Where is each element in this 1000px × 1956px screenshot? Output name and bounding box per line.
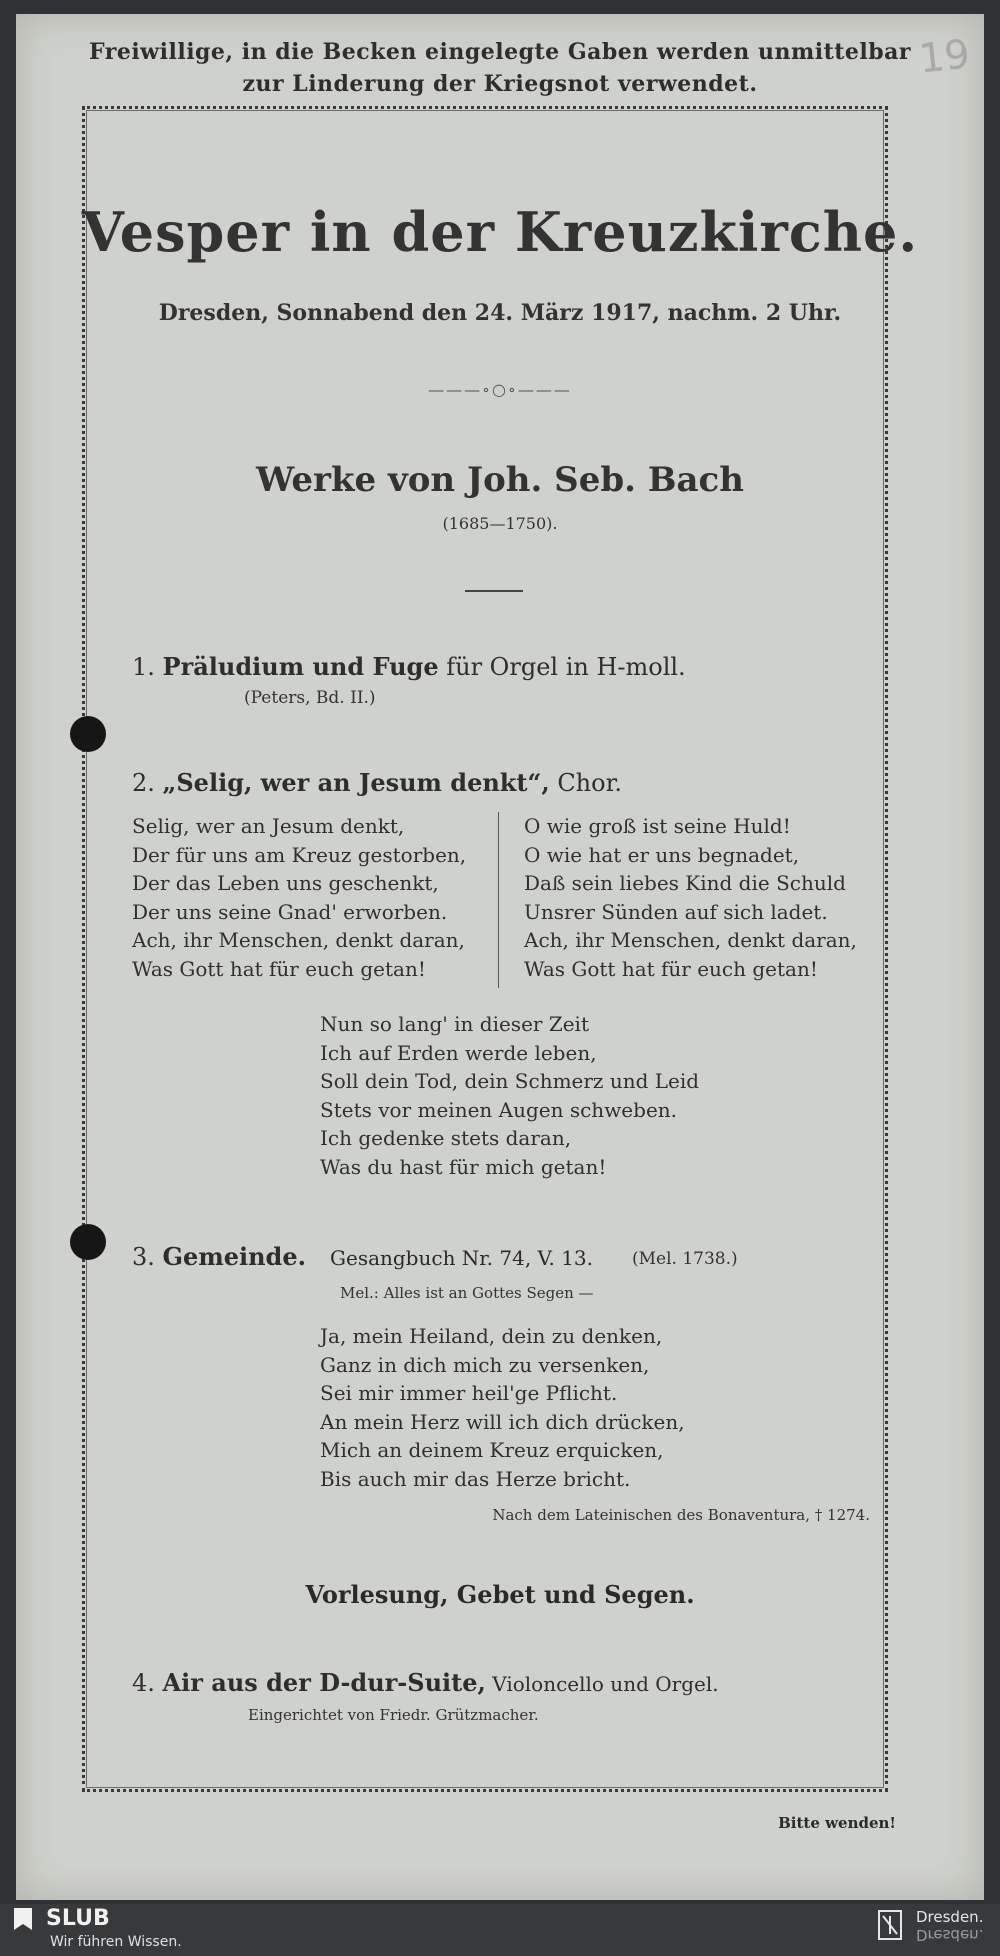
verse-line: Was Gott hat für euch getan! bbox=[524, 956, 818, 981]
donation-notice bbox=[0, 36, 1000, 100]
verse-line: Unsrer Sünden auf sich ladet. bbox=[524, 899, 828, 924]
hymnal-reference: Gesangbuch Nr. 74, V. 13. bbox=[330, 1246, 594, 1270]
verse-line: Nun so lang' in dieser Zeit bbox=[320, 1012, 589, 1036]
composer-dates: (1685—1750). bbox=[442, 514, 558, 533]
notice-line-2: zur Linderung der Kriegsnot verwendet. bbox=[242, 71, 758, 97]
program-item-1 bbox=[132, 652, 686, 681]
notice-line-1: Freiwillige, in die Becken eingelegte Gaben werden unmittelbar bbox=[89, 39, 911, 65]
verse-line: Stets vor meinen Augen schweben. bbox=[320, 1097, 678, 1122]
verse-line: Was Gott hat für euch getan! bbox=[132, 956, 426, 981]
verse-line: Ganz in dich mich zu versenken, bbox=[320, 1352, 650, 1377]
verse-line: Mich an deinem Kreuz erquicken, bbox=[320, 1438, 664, 1462]
verse-left-column bbox=[132, 812, 466, 983]
library-tagline: Wir führen Wissen. bbox=[50, 1934, 182, 1950]
item-detail: Violoncello und Orgel. bbox=[485, 1672, 719, 1696]
item-detail: für Orgel in H-moll. bbox=[438, 653, 686, 681]
section-rule bbox=[465, 590, 523, 592]
event-date-line: Dresden, Sonnabend den 24. März 1917, nachm. 2 Uhr. bbox=[158, 300, 842, 326]
verse-line: Was du hast für mich getan! bbox=[320, 1154, 607, 1179]
slub-logo-icon[interactable] bbox=[12, 1906, 34, 1932]
dresden-crest-icon[interactable] bbox=[878, 1910, 902, 1940]
verse-line: Bis auch mir das Herze bricht. bbox=[320, 1466, 631, 1491]
item-1-note: (Peters, Bd. II.) bbox=[244, 688, 376, 708]
verse-line: Der das Leben uns geschenkt, bbox=[132, 871, 439, 895]
verse-line: Soll dein Tod, dein Schmerz und Leid bbox=[320, 1069, 700, 1093]
verse-line: Sei mir immer heil'ge Pflicht. bbox=[320, 1381, 618, 1405]
verse-line: O wie hat er uns begnadet, bbox=[524, 842, 800, 867]
reading-prayer-blessing: Vorlesung, Gebet und Segen. bbox=[305, 1580, 695, 1609]
partner-name[interactable]: Dresden. bbox=[916, 1908, 984, 1926]
item-title: Präludium und Fuge bbox=[162, 652, 439, 681]
pencil-mark: 19 bbox=[916, 31, 973, 83]
item-4-note: Eingerichtet von Friedr. Grützmacher. bbox=[248, 1706, 539, 1724]
verse-line: Ich gedenke stets daran, bbox=[320, 1126, 572, 1150]
item-number: 3. bbox=[132, 1243, 155, 1271]
verse-right-column bbox=[524, 812, 857, 983]
page-title: Vesper in der Kreuzkirche. bbox=[81, 200, 919, 264]
punch-hole-bottom bbox=[70, 1224, 106, 1260]
item-title: „Selig, wer an Jesum denkt“, bbox=[162, 768, 550, 797]
verse-line: Selig, wer an Jesum denkt, bbox=[132, 814, 405, 838]
verse-line: Daß sein liebes Kind die Schuld bbox=[524, 871, 846, 895]
item-detail: Chor. bbox=[549, 769, 623, 797]
turn-over-note: Bitte wenden! bbox=[778, 1814, 896, 1832]
program-item-4 bbox=[132, 1668, 719, 1697]
item-number: 4. bbox=[132, 1669, 155, 1697]
verse-line: Ach, ihr Menschen, denkt daran, bbox=[524, 928, 857, 952]
ornament-divider: ———∘○∘——— bbox=[428, 380, 572, 399]
verse-line: Der für uns am Kreuz gestorben, bbox=[132, 842, 467, 867]
column-divider bbox=[498, 812, 499, 988]
punch-hole-top bbox=[70, 716, 106, 752]
melody-year: (Mel. 1738.) bbox=[632, 1249, 738, 1269]
program-item-3 bbox=[132, 1242, 306, 1271]
partner-name-reflection: Dresden. bbox=[916, 1926, 984, 1944]
item-number: 2. bbox=[132, 769, 155, 797]
hymn-stanza bbox=[320, 1322, 685, 1493]
melody-name: Mel.: Alles ist an Gottes Segen — bbox=[340, 1284, 594, 1302]
library-name[interactable]: SLUB bbox=[46, 1906, 110, 1931]
verse-line: Ja, mein Heiland, dein zu denken, bbox=[320, 1324, 663, 1348]
verse-closing-stanza bbox=[320, 1010, 699, 1181]
verse-line: O wie groß ist seine Huld! bbox=[524, 814, 791, 838]
composer-heading: Werke von Joh. Seb. Bach bbox=[256, 460, 744, 500]
program-item-2 bbox=[132, 768, 622, 797]
item-number: 1. bbox=[132, 653, 155, 681]
item-title: Air aus der D-dur-Suite, bbox=[162, 1668, 486, 1697]
verse-line: Der uns seine Gnad' erworben. bbox=[132, 899, 448, 924]
verse-line: Ach, ihr Menschen, denkt daran, bbox=[132, 928, 465, 952]
hymn-source: Nach dem Lateinischen des Bonaventura, † 1274. bbox=[492, 1506, 870, 1524]
verse-line: Ich auf Erden werde leben, bbox=[320, 1040, 597, 1065]
verse-line: An mein Herz will ich dich drücken, bbox=[320, 1409, 685, 1434]
item-title: Gemeinde. bbox=[162, 1242, 306, 1271]
